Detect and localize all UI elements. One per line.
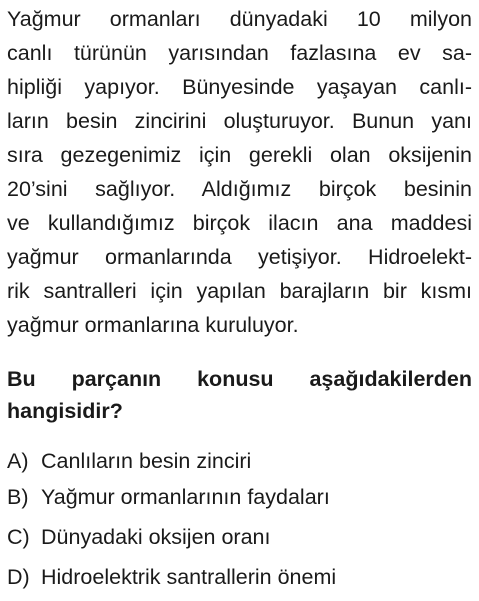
- passage-line: ve kullandığımız birçok ilacın ana maddesi: [7, 211, 472, 235]
- option-letter: A): [7, 449, 29, 473]
- passage-line: yağmur ormanlarına kuruluyor.: [7, 313, 299, 337]
- passage-line: yağmur ormanlarında yetişiyor. Hidroelekt-: [7, 245, 472, 269]
- option-letter: B): [7, 485, 29, 509]
- passage-line: hipliği yapıyor. Bünyesinde yaşayan canlı-: [7, 75, 472, 99]
- option-text: Hidroelektrik santrallerin önemi: [41, 565, 337, 589]
- passage-line: canlı türünün yarısından fazlasına ev sa-: [7, 41, 472, 65]
- option-text: Yağmur ormanlarının faydaları: [41, 485, 330, 509]
- passage-line: Yağmur ormanları dünyadaki 10 milyon: [7, 7, 472, 31]
- option-text: Dünyadaki oksijen oranı: [41, 525, 271, 549]
- question-line: Bu parçanın konusu aşağıdakilerden: [7, 367, 472, 391]
- passage-line: sıra gezegenimiz için gerekli olan oksijenin: [7, 143, 472, 167]
- question-line: hangisidir?: [7, 399, 123, 423]
- passage-line: rik santralleri için yapılan barajların bir kısmı: [7, 279, 472, 303]
- option-a[interactable]: [7, 446, 251, 476]
- option-text: Canlıların besin zinciri: [41, 449, 252, 473]
- option-c[interactable]: [7, 522, 270, 552]
- option-b[interactable]: [7, 482, 330, 512]
- passage-line: 20’sini sağlıyor. Aldığımız birçok besinin: [7, 177, 472, 201]
- option-letter: D): [7, 565, 30, 589]
- option-d[interactable]: [7, 562, 336, 592]
- passage-line: ların besin zincirini oluşturuyor. Bunun yanı: [7, 109, 472, 133]
- option-letter: C): [7, 525, 30, 549]
